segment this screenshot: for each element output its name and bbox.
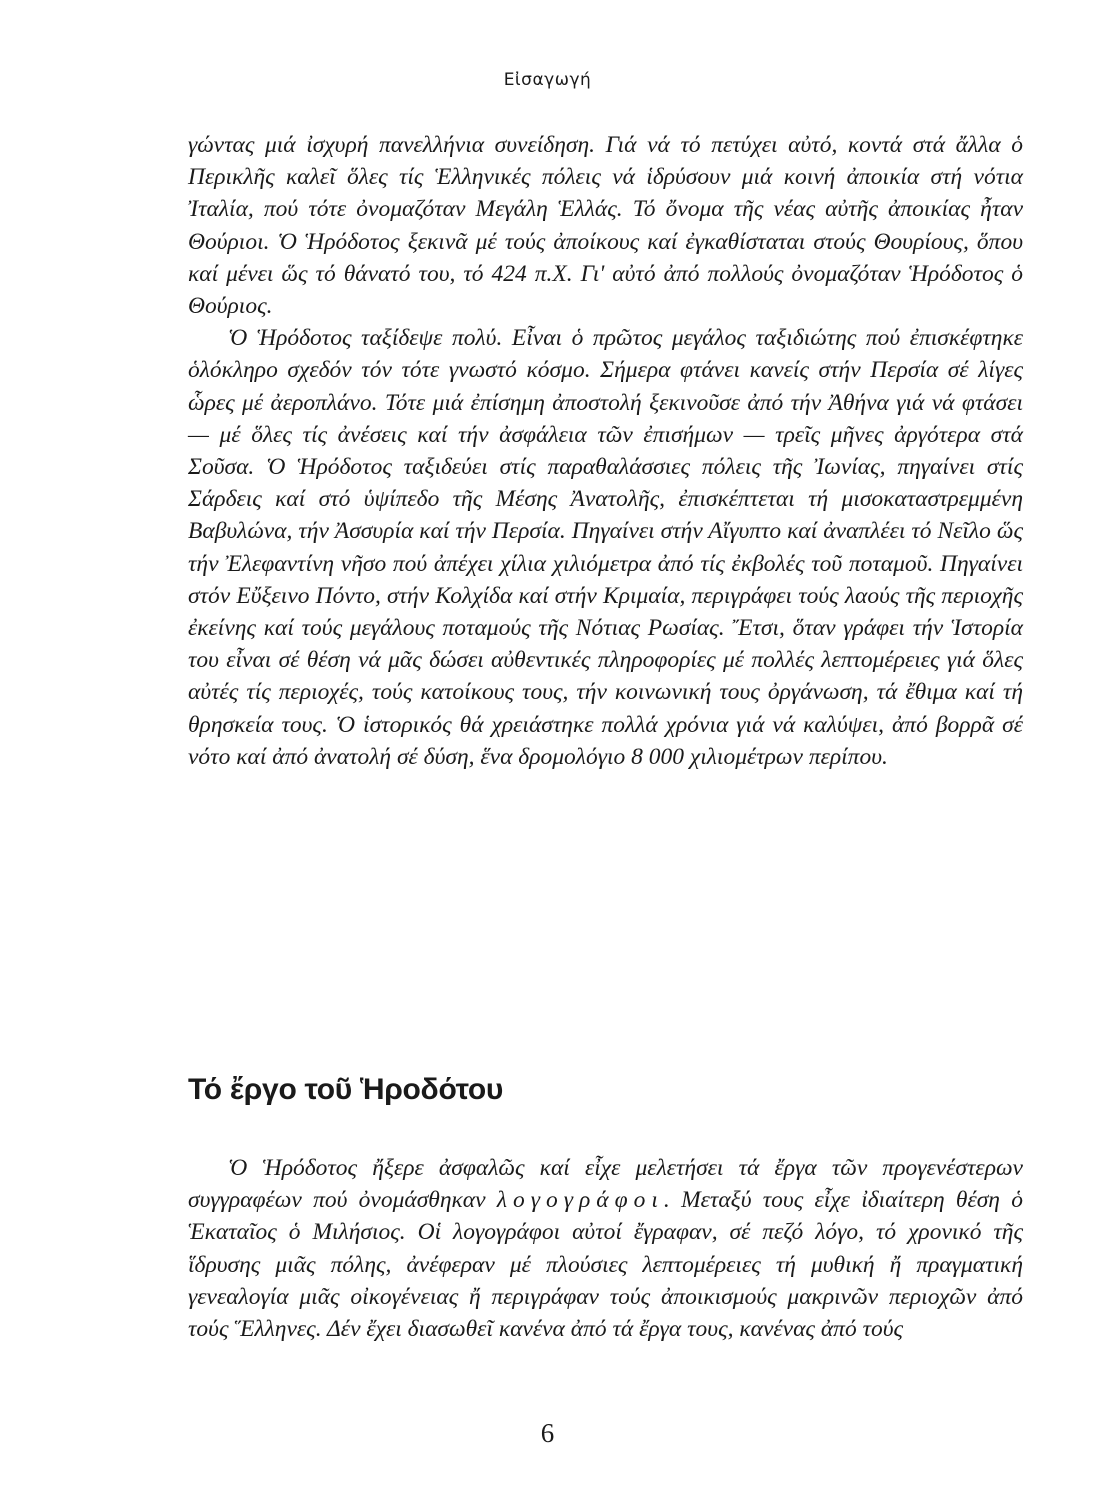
- spaced-emphasis-word: λογογράφοι: [496, 1187, 664, 1214]
- running-head: Εἰσαγωγή: [503, 70, 592, 90]
- paragraph-part-2: . Μεταξύ τους εἶχε ἰδιαίτερη θέση ὁ Ἑκαταῖος ὁ Μιλήσιος. Οἱ λογογράφοι αὐτοί ἔγραφαν, σέ πεζό λόγο, τό χρονικό τῆς ἵδρυσης μιᾶς πόλης, ἀνέφεραν μέ πλούσιες λεπτομέρειες τή μυθική ἤ πραγματική γενεαλογία μιᾶς οἰκογένειας ἤ περιγράφαν τούς ἀποικισμούς μακρινῶν περιοχῶν ἀπό τούς Ἕλληνες. Δέν ἔχει διασωθεῖ κανένα ἀπό τά ἔργα τους, κανένας ἀπό τούς: [188, 1187, 1023, 1343]
- section-heading: Τό ἔργο τοῦ Ἡροδότου: [188, 1073, 504, 1106]
- body-text-top: [188, 129, 1023, 773]
- paragraph-travels: Ὁ Ἡρόδοτος ταξίδεψε πολύ. Εἶναι ὁ πρῶτος μεγάλος ταξιδιώτης πού ἐπισκέφτηκε ὁλόκληρο σχεδόν τόν τότε γνωστό κόσμο. Σήμερα φτάνει κανείς στήν Περσία σέ λίγες ὧρες μέ ἀεροπλάνο. Τότε μιά ἐπίσημη ἀποστολή ξεκινοῦσε ἀπό τήν Ἀθήνα γιά νά φτάσει — μέ ὅλες τίς ἀνέσεις καί τήν ἀσφάλεια τῶν ἐπισήμων — τρεῖς μῆνες ἀργότερα στά Σοῦσα. Ὁ Ἡρόδοτος ταξιδεύει στίς παραθαλάσσιες πόλεις τῆς Ἰωνίας, πηγαίνει στίς Σάρδεις καί στό ὑψίπεδο τῆς Μέσης Ἀνατολῆς, ἐπισκέπτεται τή μισοκαταστρεμμένη Βαβυλώνα, τήν Ἀσσυρία καί τήν Περσία. Πηγαίνει στήν Αἴγυπτο καί ἀναπλέει τό Νεῖλο ὥς τήν Ἐλεφαντίνη νῆσο πού ἀπέχει χίλια χιλιόμετρα ἀπό τίς ἐκβολές τοῦ ποταμοῦ. Πηγαίνει στόν Εὔξεινο Πόντο, στήν Κολχίδα καί στήν Κριμαία, περιγράφει τούς λαούς τῆς περιοχῆς ἐκείνης καί τούς μεγάλους ποταμούς τῆς Νότιας Ρωσίας. Ἔτσι, ὅταν γράφει τήν Ἱστορία του εἶναι σέ θέση νά μᾶς δώσει αὐθεντικές πληροφορίες μέ πολλές λεπτομέρειες γιά ὅλες αὐτές τίς περιοχές, τούς κατοίκους τους, τήν κοινωνική τους ὀργάνωση, τά ἔθιμα καί τή θρησκεία τους. Ὁ ἱστορικός θά χρειάστηκε πολλά χρόνια γιά νά καλύψει, ἀπό βορρᾶ σέ νότο καί ἀπό ἀνατολή σέ δύση, ἕνα δρομολόγιο 8 000 χιλιομέτρων περίπου.: [188, 325, 1023, 770]
- paragraph-logographers: [188, 1152, 1023, 1345]
- page-number: 6: [540, 1418, 555, 1448]
- body-text-section: [188, 1152, 1023, 1345]
- paragraph-part-1: Ὁ Ἡρόδοτος ἤξερε ἀσφαλῶς καί εἶχε μελετήσει τά ἔργα τῶν προγενέστερων συγγραφέων πού ὀνομάσθηκαν: [188, 1155, 1023, 1214]
- paragraph-continuation: γώντας μιά ἰσχυρή πανελλήνια συνείδηση. Γιά νά τό πετύχει αὐτό, κοντά στά ἄλλα ὁ Περικλῆς καλεῖ ὅλες τίς Ἑλληνικές πόλεις νά ἱδρύσουν μιά κοινή ἀποικία στή νότια Ἰταλία, πού τότε ὀνομαζόταν Μεγάλη Ἑλλάς. Τό ὄνομα τῆς νέας αὐτῆς ἀποικίας ἦταν Θούριοι. Ὁ Ἡρόδοτος ξεκινᾶ μέ τούς ἀποίκους καί ἐγκαθίσταται στούς Θουρίους, ὅπου καί μένει ὥς τό θάνατό του, τό 424 π.Χ. Γι' αὐτό ἀπό πολλούς ὀνομαζόταν Ἡρόδοτος ὁ Θούριος.: [188, 132, 1023, 320]
